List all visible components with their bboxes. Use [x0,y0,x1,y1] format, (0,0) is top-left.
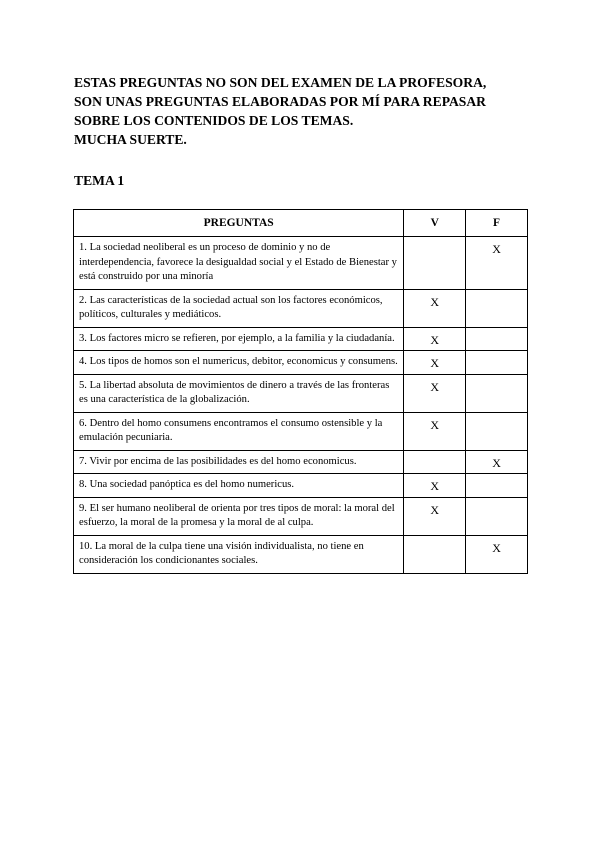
true-mark: X [404,497,466,535]
true-mark: X [404,374,466,412]
question-cell: 8. Una sociedad panóptica es del homo numericus. [74,474,404,498]
question-cell: 1. La sociedad neoliberal es un proceso de dominio y no de interdependencia, favorece la desigualdad social y el Estado de Bienestar y está construido por una minoría [74,237,404,290]
false-mark [466,474,528,498]
quiz-table [73,209,528,574]
true-mark [404,237,466,290]
section-title: TEMA 1 [74,173,125,188]
intro-note [74,73,544,149]
table-row [74,327,528,351]
header-questions: PREGUNTAS [74,210,404,237]
intro-line: ESTAS PREGUNTAS NO SON DEL EXAMEN DE LA PROFESORA, [74,75,487,90]
false-mark: X [466,450,528,474]
question-cell: 3. Los factores micro se refieren, por ejemplo, a la familia y la ciudadanía. [74,327,404,351]
false-mark [466,412,528,450]
true-mark: X [404,351,466,375]
table-header-row [74,210,528,237]
question-cell: 9. El ser humano neoliberal de orienta por tres tipos de moral: la moral del esfuerzo, la moral de la promesa y la moral de al culpa. [74,497,404,535]
true-mark: X [404,474,466,498]
table-row [74,237,528,290]
false-mark: X [466,535,528,573]
true-mark: X [404,412,466,450]
table-row [74,450,528,474]
true-mark: X [404,327,466,351]
table-row [74,535,528,573]
header-true: V [404,210,466,237]
question-cell: 7. Vivir por encima de las posibilidades es del homo economicus. [74,450,404,474]
intro-line: MUCHA SUERTE. [74,132,187,147]
table-row [74,351,528,375]
question-cell: 6. Dentro del homo consumens encontramos el consumo ostensible y la emulación pecuniaria. [74,412,404,450]
question-cell: 2. Las características de la sociedad actual son los factores económicos, políticos, culturales y mediáticos. [74,289,404,327]
intro-line: SOBRE LOS CONTENIDOS DE LOS TEMAS. [74,113,354,128]
true-mark [404,535,466,573]
header-false: F [466,210,528,237]
true-mark: X [404,289,466,327]
question-cell: 5. La libertad absoluta de movimientos de dinero a través de las fronteras es una característica de la globalización. [74,374,404,412]
false-mark [466,289,528,327]
table-row [74,474,528,498]
table-row [74,374,528,412]
table-row [74,289,528,327]
table-row [74,412,528,450]
question-cell: 4. Los tipos de homos son el numericus, debitor, economicus y consumens. [74,351,404,375]
true-mark [404,450,466,474]
intro-line: SON UNAS PREGUNTAS ELABORADAS POR MÍ PARA REPASAR [74,94,486,109]
table-row [74,497,528,535]
false-mark [466,374,528,412]
false-mark [466,497,528,535]
false-mark [466,327,528,351]
false-mark [466,351,528,375]
false-mark: X [466,237,528,290]
question-cell: 10. La moral de la culpa tiene una visión individualista, no tiene en consideración los condicionantes sociales. [74,535,404,573]
